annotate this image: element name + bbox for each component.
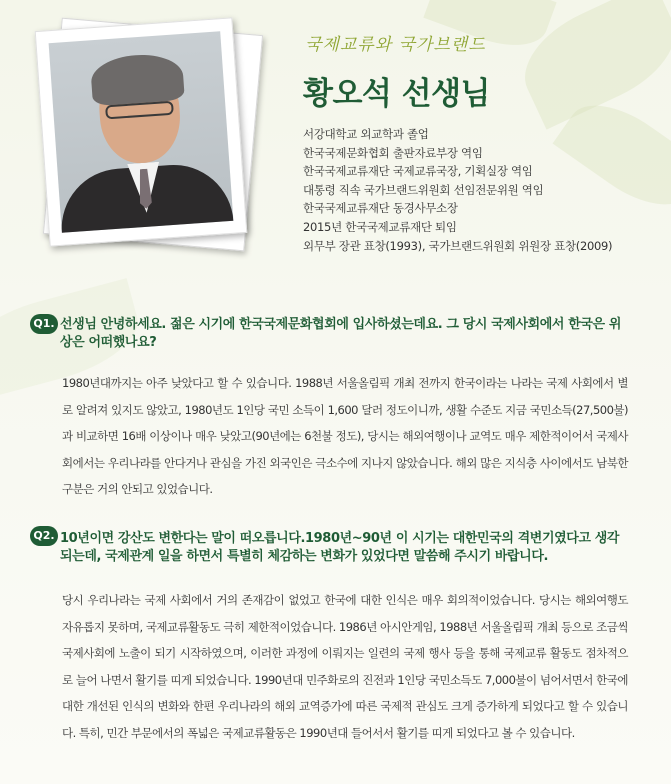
photo-frame-front bbox=[35, 17, 248, 246]
answer-q1: 1980년대까지는 아주 낮았다고 할 수 있습니다. 1988년 서울올림픽 개최 전까지 한국이라는 나라는 국제 사회에서 별로 알려져 있지도 않았고, 1980년도 1인당 국민 소득이 1,600 달러 정도이니까, 생활 수준도 지금 국민소득(27,500불)과 비교하면 16배 이상이나 매우 낮았고(90년에는 6천불 정도), 당시는 해외여행이나 교역도 매우 제한적이어서 국제사회에서는 우리나라를 안다거나 관심을 가진 외국인은 극소수에 지나지 않았습니다. 해외 많은 지식층 사이에서도 남북한 구분은 거의 안되고 있었습니다. bbox=[62, 376, 628, 496]
photo-hair bbox=[90, 52, 185, 106]
interviewee-name: 황오석 선생님 bbox=[303, 76, 490, 112]
series-title: 국제교류와 국가브랜드 bbox=[305, 35, 486, 55]
profile-photo bbox=[49, 31, 234, 233]
answer-q2: 당시 우리나라는 국제 사회에서 거의 존재감이 없었고 한국에 대한 인식은 매우 회의적이었습니다. 당시는 해외여행도 자유롭지 못하며, 국제교류활동도 극히 제한적이었습니다. 1986년 아시안게임, 1988년 서울올림픽 개최 등으로 조금씩 국제사회에 노출이 되기 시작하였으며, 이러한 과정에 이뤄지는 일련의 국제 행사 등을 통해 국제교류 활동도 점차적으로 늘어 나면서 활기를 띠게 되었습니다. 1990년대 민주화로의 진전과 1인당 국민소득도 7,000불이 넘어서면서 한국에 대한 개선된 인식의 변화와 한편 우리나라의 해외 교역증가에 따른 국제적 관심도 크게 증가하게 되었다고 할 수 있습니다. 특히, 민간 부문에서의 폭넓은 국제교류활동은 1990년대 들어서서 활기를 띠게 되었다고 볼 수 있습니다. bbox=[62, 593, 628, 740]
career-item: 외무부 장관 표창(1993), 국가브랜드위원회 위원장 표창(2009) bbox=[303, 238, 613, 253]
profile-photo-frame bbox=[30, 14, 270, 264]
question-q1: 선생님 안녕하세요. 젊은 시기에 한국국제문화협회에 입사하셨는데요. 그 당시 국제사회에서 한국은 위상은 어떠했나요? bbox=[60, 317, 621, 350]
career-item: 2015년 한국국제교류재단 퇴임 bbox=[303, 219, 457, 234]
career-list bbox=[303, 125, 612, 255]
career-item: 한국국제교류재단 국제교류국장, 기획실장 역임 bbox=[303, 164, 533, 179]
career-item: 한국국제교류재단 동경사무소장 bbox=[303, 201, 458, 216]
question-badge-q2: Q2. bbox=[30, 526, 58, 546]
career-item: 한국국제문화협회 출판자료부장 역임 bbox=[303, 145, 483, 160]
question-q2: 10년이면 강산도 변한다는 말이 떠오릅니다.1980년~90년 이 시기는 대한민국의 격변기였다고 생각되는데, 국제관계 일을 하면서 특별히 체감하는 변화가 있었다면 말씀해 주시기 바랍니다. bbox=[60, 531, 620, 564]
career-item: 대통령 직속 국가브랜드위원회 선임전문위원 역임 bbox=[303, 182, 544, 197]
question-badge-q1: Q1. bbox=[30, 314, 58, 334]
career-item: 서강대학교 외교학과 졸업 bbox=[303, 127, 429, 141]
